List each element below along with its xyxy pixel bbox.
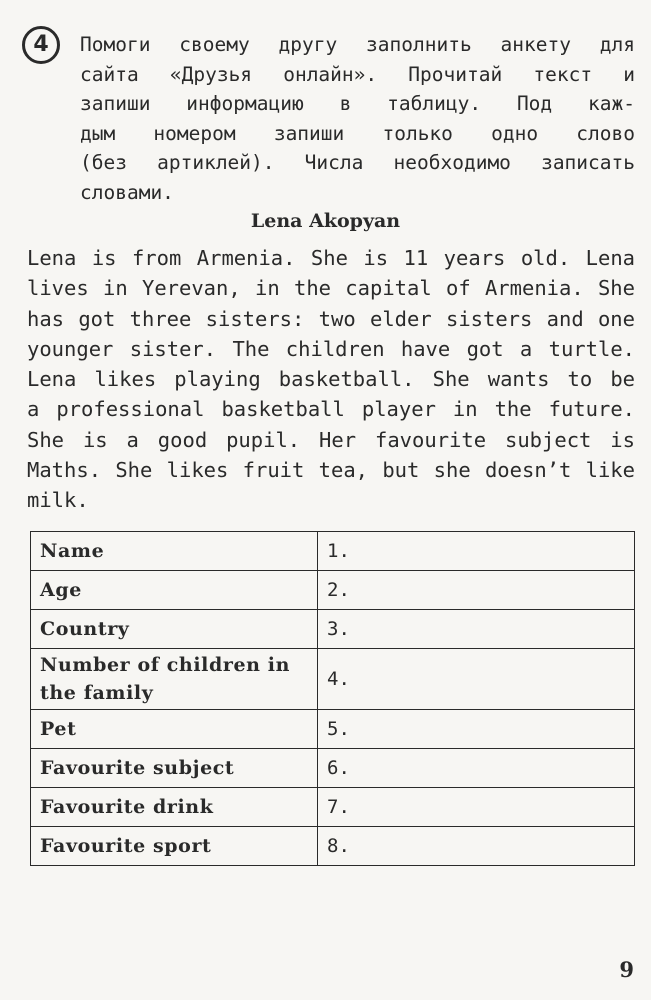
field-label-favourite-sport: Favourite sport xyxy=(31,827,318,866)
table-row xyxy=(31,610,635,649)
table-row xyxy=(31,532,635,571)
passage-line: a professional basketball player in the future. xyxy=(27,397,635,422)
passage-line: She is a good pupil. Her favourite subject is xyxy=(27,427,635,452)
passage-line: milk. xyxy=(27,488,89,513)
task-number-badge: 4 xyxy=(22,26,60,64)
profile-form-table xyxy=(30,531,635,866)
passage-line: Maths. She likes fruit tea, but she doesn’t like xyxy=(27,458,635,483)
instruction-line: Помоги своему другу заполнить анкету для xyxy=(80,33,635,56)
field-label-favourite-drink: Favourite drink xyxy=(31,788,318,827)
reading-passage xyxy=(27,243,635,516)
instruction-line: запиши информацию в таблицу. Под каж- xyxy=(80,92,635,115)
task-instruction xyxy=(80,30,635,207)
page-number: 9 xyxy=(619,957,634,982)
instruction-line: (без артиклей). Числа необходимо записать xyxy=(80,151,635,174)
instruction-line: сайта «Друзья онлайн». Прочитай текст и xyxy=(80,62,635,86)
answer-cell-favourite-drink[interactable]: 7. xyxy=(318,788,635,827)
answer-cell-favourite-sport[interactable]: 8. xyxy=(318,827,635,866)
answer-cell-number-of-children[interactable]: 4. xyxy=(318,649,635,710)
field-label-name: Name xyxy=(31,532,318,571)
field-label-favourite-subject: Favourite subject xyxy=(31,749,318,788)
table-row xyxy=(31,571,635,610)
table-row xyxy=(31,827,635,866)
passage-line: Lena likes playing basketball. She wants to be xyxy=(27,367,635,392)
passage-line: lives in Yerevan, in the capital of Armenia. She xyxy=(27,276,635,301)
answer-cell-favourite-subject[interactable]: 6. xyxy=(318,749,635,788)
field-label-number-of-children: Number of children in the family xyxy=(31,649,318,710)
table-row xyxy=(31,649,635,710)
answer-cell-pet[interactable]: 5. xyxy=(318,710,635,749)
field-label-pet: Pet xyxy=(31,710,318,749)
instruction-line: словами. xyxy=(80,180,174,204)
answer-cell-age[interactable]: 2. xyxy=(318,571,635,610)
text-title: Lena Akopyan xyxy=(250,210,401,232)
field-label-country: Country xyxy=(31,610,318,649)
passage-line: has got three sisters: two elder sisters and one xyxy=(27,306,635,331)
answer-cell-name[interactable]: 1. xyxy=(318,532,635,571)
passage-line: younger sister. The children have got a turtle. xyxy=(27,336,635,361)
answer-cell-country[interactable]: 3. xyxy=(318,610,635,649)
passage-line: Lena is from Armenia. She is 11 years old. Lena xyxy=(27,246,635,270)
field-label-age: Age xyxy=(31,571,318,610)
table-row xyxy=(31,710,635,749)
table-row xyxy=(31,749,635,788)
table-row xyxy=(31,788,635,827)
instruction-line: дым номером запиши только одно слово xyxy=(80,121,635,145)
